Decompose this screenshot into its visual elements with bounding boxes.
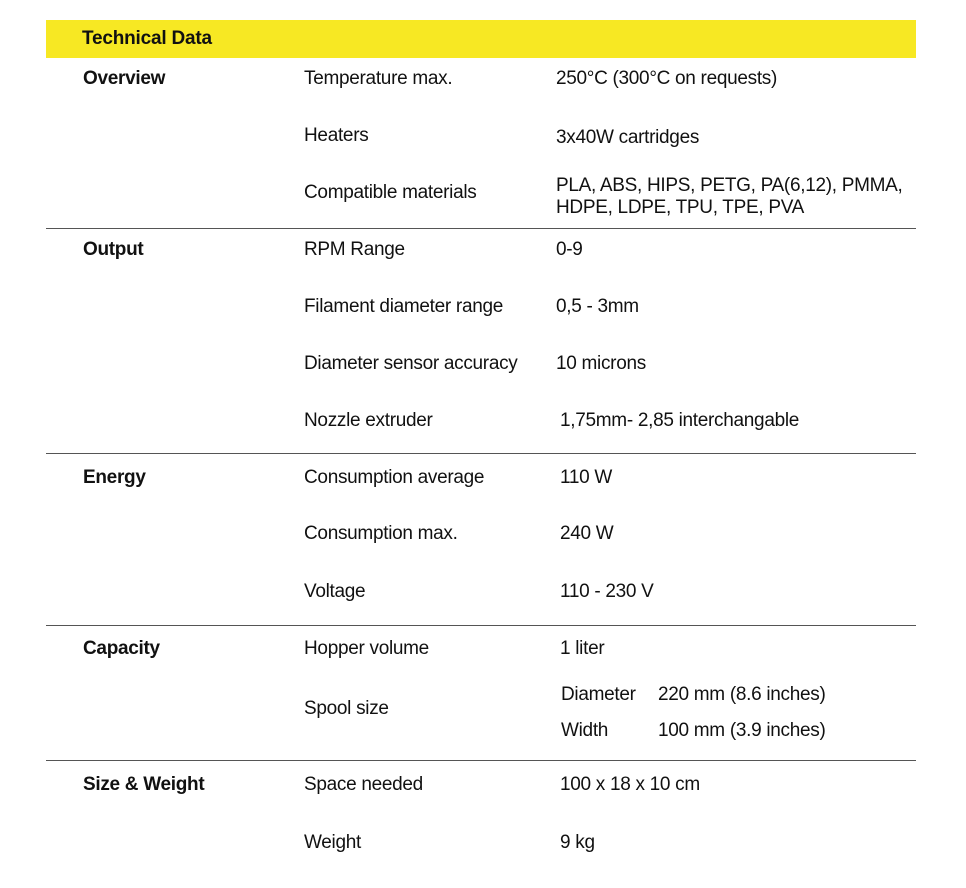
row-label: Space needed — [304, 774, 423, 795]
row-value: 240 W — [560, 523, 614, 544]
section-title-capacity: Capacity — [83, 638, 160, 659]
row-value: 110 W — [560, 467, 613, 488]
row-value: 0-9 — [556, 239, 583, 260]
row-label: RPM Range — [304, 239, 405, 260]
section-title-output: Output — [83, 239, 144, 260]
row-value: 0,5 - 3mm — [556, 296, 639, 317]
section-divider — [46, 760, 916, 761]
section-title-size-weight: Size & Weight — [83, 774, 205, 795]
header-bar — [46, 20, 916, 58]
row-label: Consumption max. — [304, 523, 458, 544]
section-title-overview: Overview — [83, 68, 166, 89]
row-value-line2: HDPE, LDPE, TPU, TPE, PVA — [556, 197, 805, 218]
row-label: Diameter sensor accuracy — [304, 353, 518, 374]
sub-label: Diameter — [561, 684, 636, 705]
row-label: Hopper volume — [304, 638, 429, 659]
section-divider — [46, 453, 916, 454]
row-value: 9 kg — [560, 832, 595, 853]
row-value: 1,75mm- 2,85 interchangable — [560, 410, 800, 431]
row-label: Voltage — [304, 581, 366, 602]
section-divider — [46, 625, 916, 626]
row-label: Filament diameter range — [304, 296, 504, 317]
sub-value: 100 mm (3.9 inches) — [658, 720, 826, 741]
page-title: Technical Data — [82, 28, 212, 49]
row-label: Weight — [304, 832, 361, 853]
row-value: 100 x 18 x 10 cm — [560, 774, 700, 795]
row-label: Compatible materials — [304, 182, 477, 203]
row-label: Nozzle extruder — [304, 410, 433, 431]
row-value-line1: PLA, ABS, HIPS, PETG, PA(6,12), PMMA, — [556, 175, 903, 196]
row-label: Temperature max. — [304, 68, 453, 89]
row-label: Consumption average — [304, 467, 485, 488]
row-value: 250°C (300°C on requests) — [556, 68, 778, 89]
sub-value: 220 mm (8.6 inches) — [658, 684, 826, 705]
row-value: 1 liter — [560, 638, 605, 659]
sub-label: Width — [561, 720, 609, 741]
row-value: 110 - 230 V — [560, 581, 654, 602]
row-value: 10 microns — [556, 353, 646, 374]
row-value: 3x40W cartridges — [556, 127, 700, 148]
row-label: Spool size — [304, 698, 389, 719]
section-title-energy: Energy — [83, 467, 146, 488]
row-label: Heaters — [304, 125, 369, 146]
section-divider — [46, 228, 916, 229]
